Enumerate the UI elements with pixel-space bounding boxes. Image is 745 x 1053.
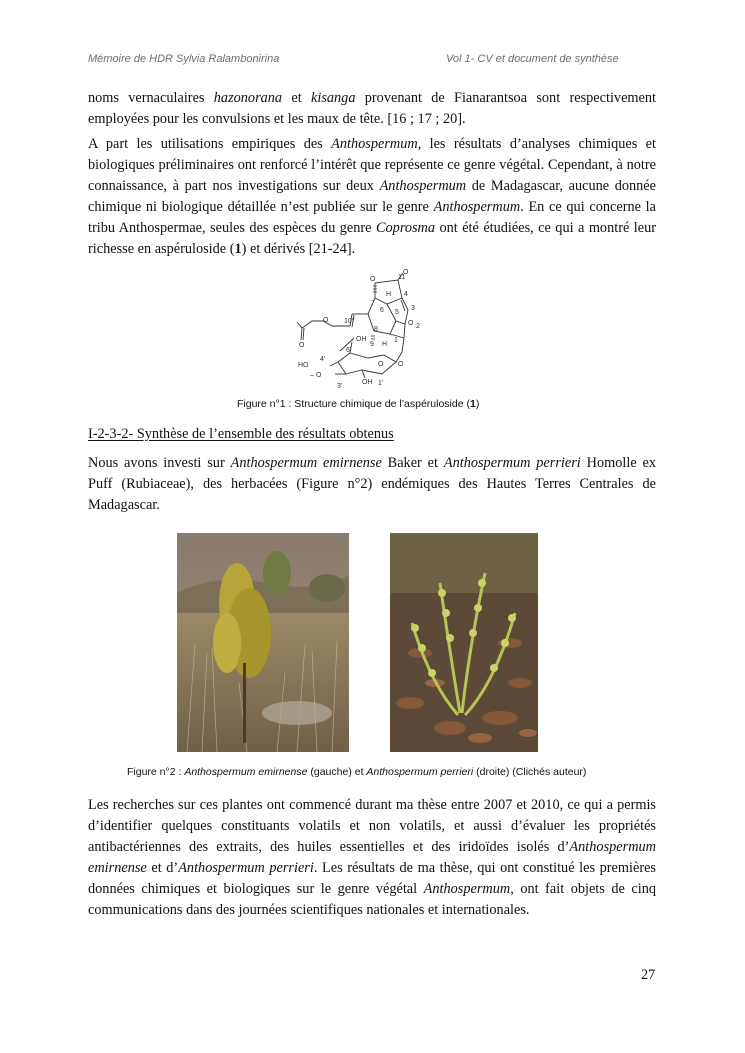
paragraph-context [88, 134, 656, 260]
atom-label-o6: O [378, 361, 384, 368]
atom-label-o-glyco: O [398, 361, 404, 368]
atom-label-11: 11 [398, 274, 406, 281]
atom-label-o-methyl: O [316, 372, 322, 379]
running-header-author: Mémoire de HDR Sylvia Ralambonirina [88, 53, 280, 65]
text-run: de Madagascar, aucune donnée chimique ni biologique détaillée n’est publiée sur le genre [88, 178, 657, 215]
text-run: hazonorana [213, 90, 283, 106]
atom-label-4: 4 [404, 291, 408, 298]
text-run: Anthospermum perrieri [178, 860, 314, 876]
atom-label-o5: O [299, 342, 305, 349]
text-run: et [282, 90, 311, 106]
text-run: Anthospermum [423, 881, 511, 897]
paragraph-vernacular-names [88, 88, 656, 130]
text-run: Anthospermum [433, 199, 521, 215]
text-run: Homolle ex Puff (Rubiaceae), des herbacées (Figure n°2) endémiques des Hautes Terres Centrales de Madagascar. [88, 455, 657, 513]
text-run: kisanga [311, 90, 356, 106]
text-run: Les recherches sur ces plantes ont commencé durant ma thèse entre 2007 et 2010, ce qui a permis d’identifier quelques constituants volatils et non volatils, et aussi d’évaluer les propriétés antibactériennes des extraits, des huiles essentielles et des iridoïdes isolés d’ [88, 797, 656, 855]
atom-label-oh1: OH [356, 336, 367, 343]
text-run: . Les résultats de ma thèse, qui ont constitué les premières données chimiques et biologiques sur le genre végétal [88, 860, 656, 897]
atom-label-4prime: 4' [320, 356, 326, 363]
atom-label-8: 8 [374, 326, 378, 333]
atom-label-7: 7 [371, 300, 375, 307]
text-run: (droite) (Clichés auteur) [473, 766, 587, 778]
text-run: Coprosma [375, 220, 436, 236]
atom-label-h2: H [382, 341, 388, 348]
photo-emirnense-illustration [177, 533, 349, 752]
text-run: noms vernaculaires [88, 90, 214, 106]
text-run: Anthospermum emirnense [184, 766, 308, 778]
chemical-bonds [297, 273, 408, 378]
atom-label-o2: O [370, 276, 376, 283]
atom-label-2: 2 [416, 323, 420, 330]
text-run: Anthospermum perrieri [443, 455, 581, 471]
text-run: Figure n°1 : Structure chimique de l’aspéruloside ( [237, 398, 470, 410]
text-run: Anthospermum perrieri [366, 766, 474, 778]
page-number: 27 [641, 967, 656, 983]
figure-1-caption [237, 398, 479, 410]
text-run: A part les utilisations empiriques des [88, 136, 332, 152]
atom-label-ho: HO [298, 362, 309, 369]
atom-label-3: 3 [411, 305, 415, 312]
text-run: ) [475, 398, 480, 410]
asperuloside-structure-diagram [290, 266, 460, 391]
text-run: Baker et [381, 455, 444, 471]
text-run: Anthospermum [331, 136, 418, 152]
atom-label-o3: O [408, 320, 414, 327]
text-run: ) et dérivés [21-24]. [241, 241, 356, 257]
atom-label-o1: O [403, 269, 409, 276]
text-run: 1 [469, 398, 476, 410]
section-heading: I-2-3-2- Synthèse de l’ensemble des résultats obtenus [88, 426, 394, 442]
text-run: , ont fait objets de cinq communications dans des journées scientifiques nationales et internationales. [88, 881, 657, 918]
running-header-volume: Vol 1- CV et document de synthèse [446, 53, 619, 65]
text-run: Nous avons investi sur [88, 455, 231, 471]
text-run: 1 [234, 241, 242, 257]
text-run: , les résultats d’analyses chimiques et biologiques préliminaires ont renforcé l’intérêt que représente ce genre végétal. Cependant, à notre connaissance, à part nos investigations sur deux [88, 136, 656, 194]
atom-label-o4: O [323, 317, 329, 324]
text-run: Figure n°2 : [127, 766, 185, 778]
atom-label-9: 9 [370, 341, 374, 348]
figure-2-caption [127, 766, 586, 778]
text-run: (gauche) et [307, 766, 367, 778]
atom-label-minus: – [310, 372, 314, 379]
photo-perrieri-illustration [390, 533, 538, 752]
atom-label-h1: H [386, 291, 392, 298]
text-run: et d’ [146, 860, 179, 876]
atom-label-1prime: 1' [378, 380, 384, 387]
paragraph-research-summary [88, 795, 656, 921]
atom-label-3prime: 3' [337, 383, 343, 390]
atom-label-oh2: OH [362, 379, 373, 386]
text-run: Anthospermum [379, 178, 467, 194]
photo-anthospermum-perrieri [390, 533, 538, 752]
text-run: ont été étudiées, ce qui a montré leur richesse en aspéruloside ( [88, 220, 656, 257]
text-run: provenant de Fianarantsoa sont respectivement employées pour les convulsions et les maux de tête. [16 ; 17 ; 20]. [88, 90, 657, 127]
atom-label-1: 1 [394, 337, 398, 344]
text-run: . En ce qui concerne la tribu Anthospermae, seules des espèces du genre [88, 199, 656, 236]
text-run: Anthospermum emirnense [230, 455, 382, 471]
text-run: Anthospermum emirnense [88, 839, 656, 876]
photo-anthospermum-emirnense [177, 533, 349, 752]
atom-label-10: 10'' [344, 318, 355, 325]
atom-label-6prime: 6' [346, 347, 352, 354]
atom-label-5: 5 [395, 309, 399, 316]
paragraph-species [88, 453, 656, 516]
atom-label-6: 6 [380, 307, 384, 314]
